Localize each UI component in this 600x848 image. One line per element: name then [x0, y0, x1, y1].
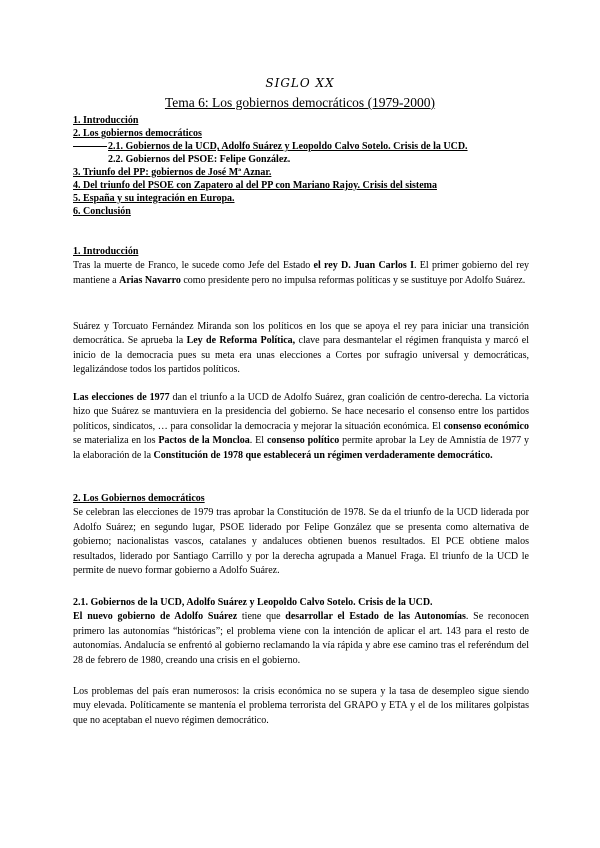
paragraph-transicion [73, 320, 529, 378]
paragraph-problemas [73, 685, 529, 728]
toc-indent-line [73, 146, 107, 147]
page-title: Tema 6: Los gobiernos democráticos (1979-2000) [164, 95, 436, 110]
table-of-contents [73, 114, 533, 218]
toc-item-2-1: 2.1. Gobiernos de la UCD, Adolfo Suárez y Leopoldo Calvo Sotelo. Crisis de la UCD. [73, 140, 533, 153]
section-gobiernos-ucd [73, 596, 529, 668]
paragraph: Tras la muerte de Franco, le sucede como Jefe del Estado el rey D. Juan Carlos I. El primer gobierno del rey mantiene a Arias Navarro como presidente pero no impulsa reformas políticas y se sustituye por Adolfo Suárez. [73, 260, 530, 286]
document-header: SIGLO XX [265, 76, 335, 90]
paragraph: Se celebran las elecciones de 1979 tras aprobar la Constitución de 1978. Se da el triunfo de la UCD liderada por Adolfo Suárez; en segundo lugar, PSOE liderado por Felipe González que se presenta como alternativa de gobierno; nacionalistas vascos, catalanes y andaluces obtienen buenos resultados. El PCE obtiene malos resultados, liderado por Santiago Carrillo y por la derecha agrupada a Manuel Fraga. El triunfo de la UCD le permite de nuevo formar gobierno a Adolfo Suárez. [73, 507, 529, 577]
toc-item-2: 2. Los gobiernos democráticos [73, 128, 202, 139]
section-introduccion [73, 245, 529, 288]
paragraph: Los problemas del país eran numerosos: la crisis económica no se supera y la tasa de desempleo sigue siendo muy elevada. Políticamente se mantenía el problema terrorista del GRAPO y ETA y el de los militares golpistas que no aceptaban el nuevo régimen democrático. [73, 686, 529, 726]
paragraph: Las elecciones de 1977 dan el triunfo a la UCD de Adolfo Suárez, gran coalición de centro-derecha. La victoria hizo que Suárez se mantuviera en la presidencia del gobierno. Se hace necesario el consenso entre los partidos políticos, sindicatos, … para consolidar la democracia y mejorar la situación económica. El consenso económico se materializa en los Pactos de la Moncloa. El consenso político permite aprobar la Ley de Amnistía de 1977 y la elaboración de la Constitución de 1978 que establecerá un régimen verdaderamente democrático. [73, 392, 530, 461]
toc-item-4: 4. Del triunfo del PSOE con Zapatero al del PP con Mariano Rajoy. Crisis del sistema [73, 180, 437, 191]
toc-item-6: 6. Conclusión [73, 206, 131, 217]
toc-item-1: 1. Introducción [73, 115, 139, 126]
paragraph: El nuevo gobierno de Adolfo Suárez tiene que desarrollar el Estado de las Autonomías. Se reconocen primero las autonomías “históricas”; el problema viene con la intención de aplicar el art. 143 para el resto de autonomías. Andalucía se enfrentó al gobierno reclamando la vía rápida y abre ese camino tras el referéndum del 28 de febrero de 1980, creando una crisis en el gobierno. [73, 611, 530, 666]
subsection-heading: 2.1. Gobiernos de la UCD, Adolfo Suárez y Leopoldo Calvo Sotelo. Crisis de la UCD. [73, 597, 433, 608]
paragraph-elecciones-1977 [73, 391, 529, 463]
toc-item-3: 3. Triunfo del PP: gobiernos de José Mª Aznar. [73, 167, 272, 178]
section-heading: 1. Introducción [73, 246, 139, 257]
toc-item-2-2: 2.2. Gobiernos del PSOE: Felipe González. [108, 154, 291, 165]
toc-item-5: 5. España y su integración en Europa. [73, 193, 235, 204]
section-gobiernos-democraticos [73, 492, 529, 578]
paragraph: Suárez y Torcuato Fernández Miranda son los políticos en los que se apoya el rey para iniciar una transición democrática. Se aprueba la Ley de Reforma Política, clave para desmantelar el régimen franquista y marcó el inicio de la democracia pues su meta era unas elecciones a Cortes por sufragio universal y democráticas, legalizándose todos los partidos políticos. [73, 321, 529, 376]
section-heading: 2. Los Gobiernos democráticos [73, 493, 205, 504]
